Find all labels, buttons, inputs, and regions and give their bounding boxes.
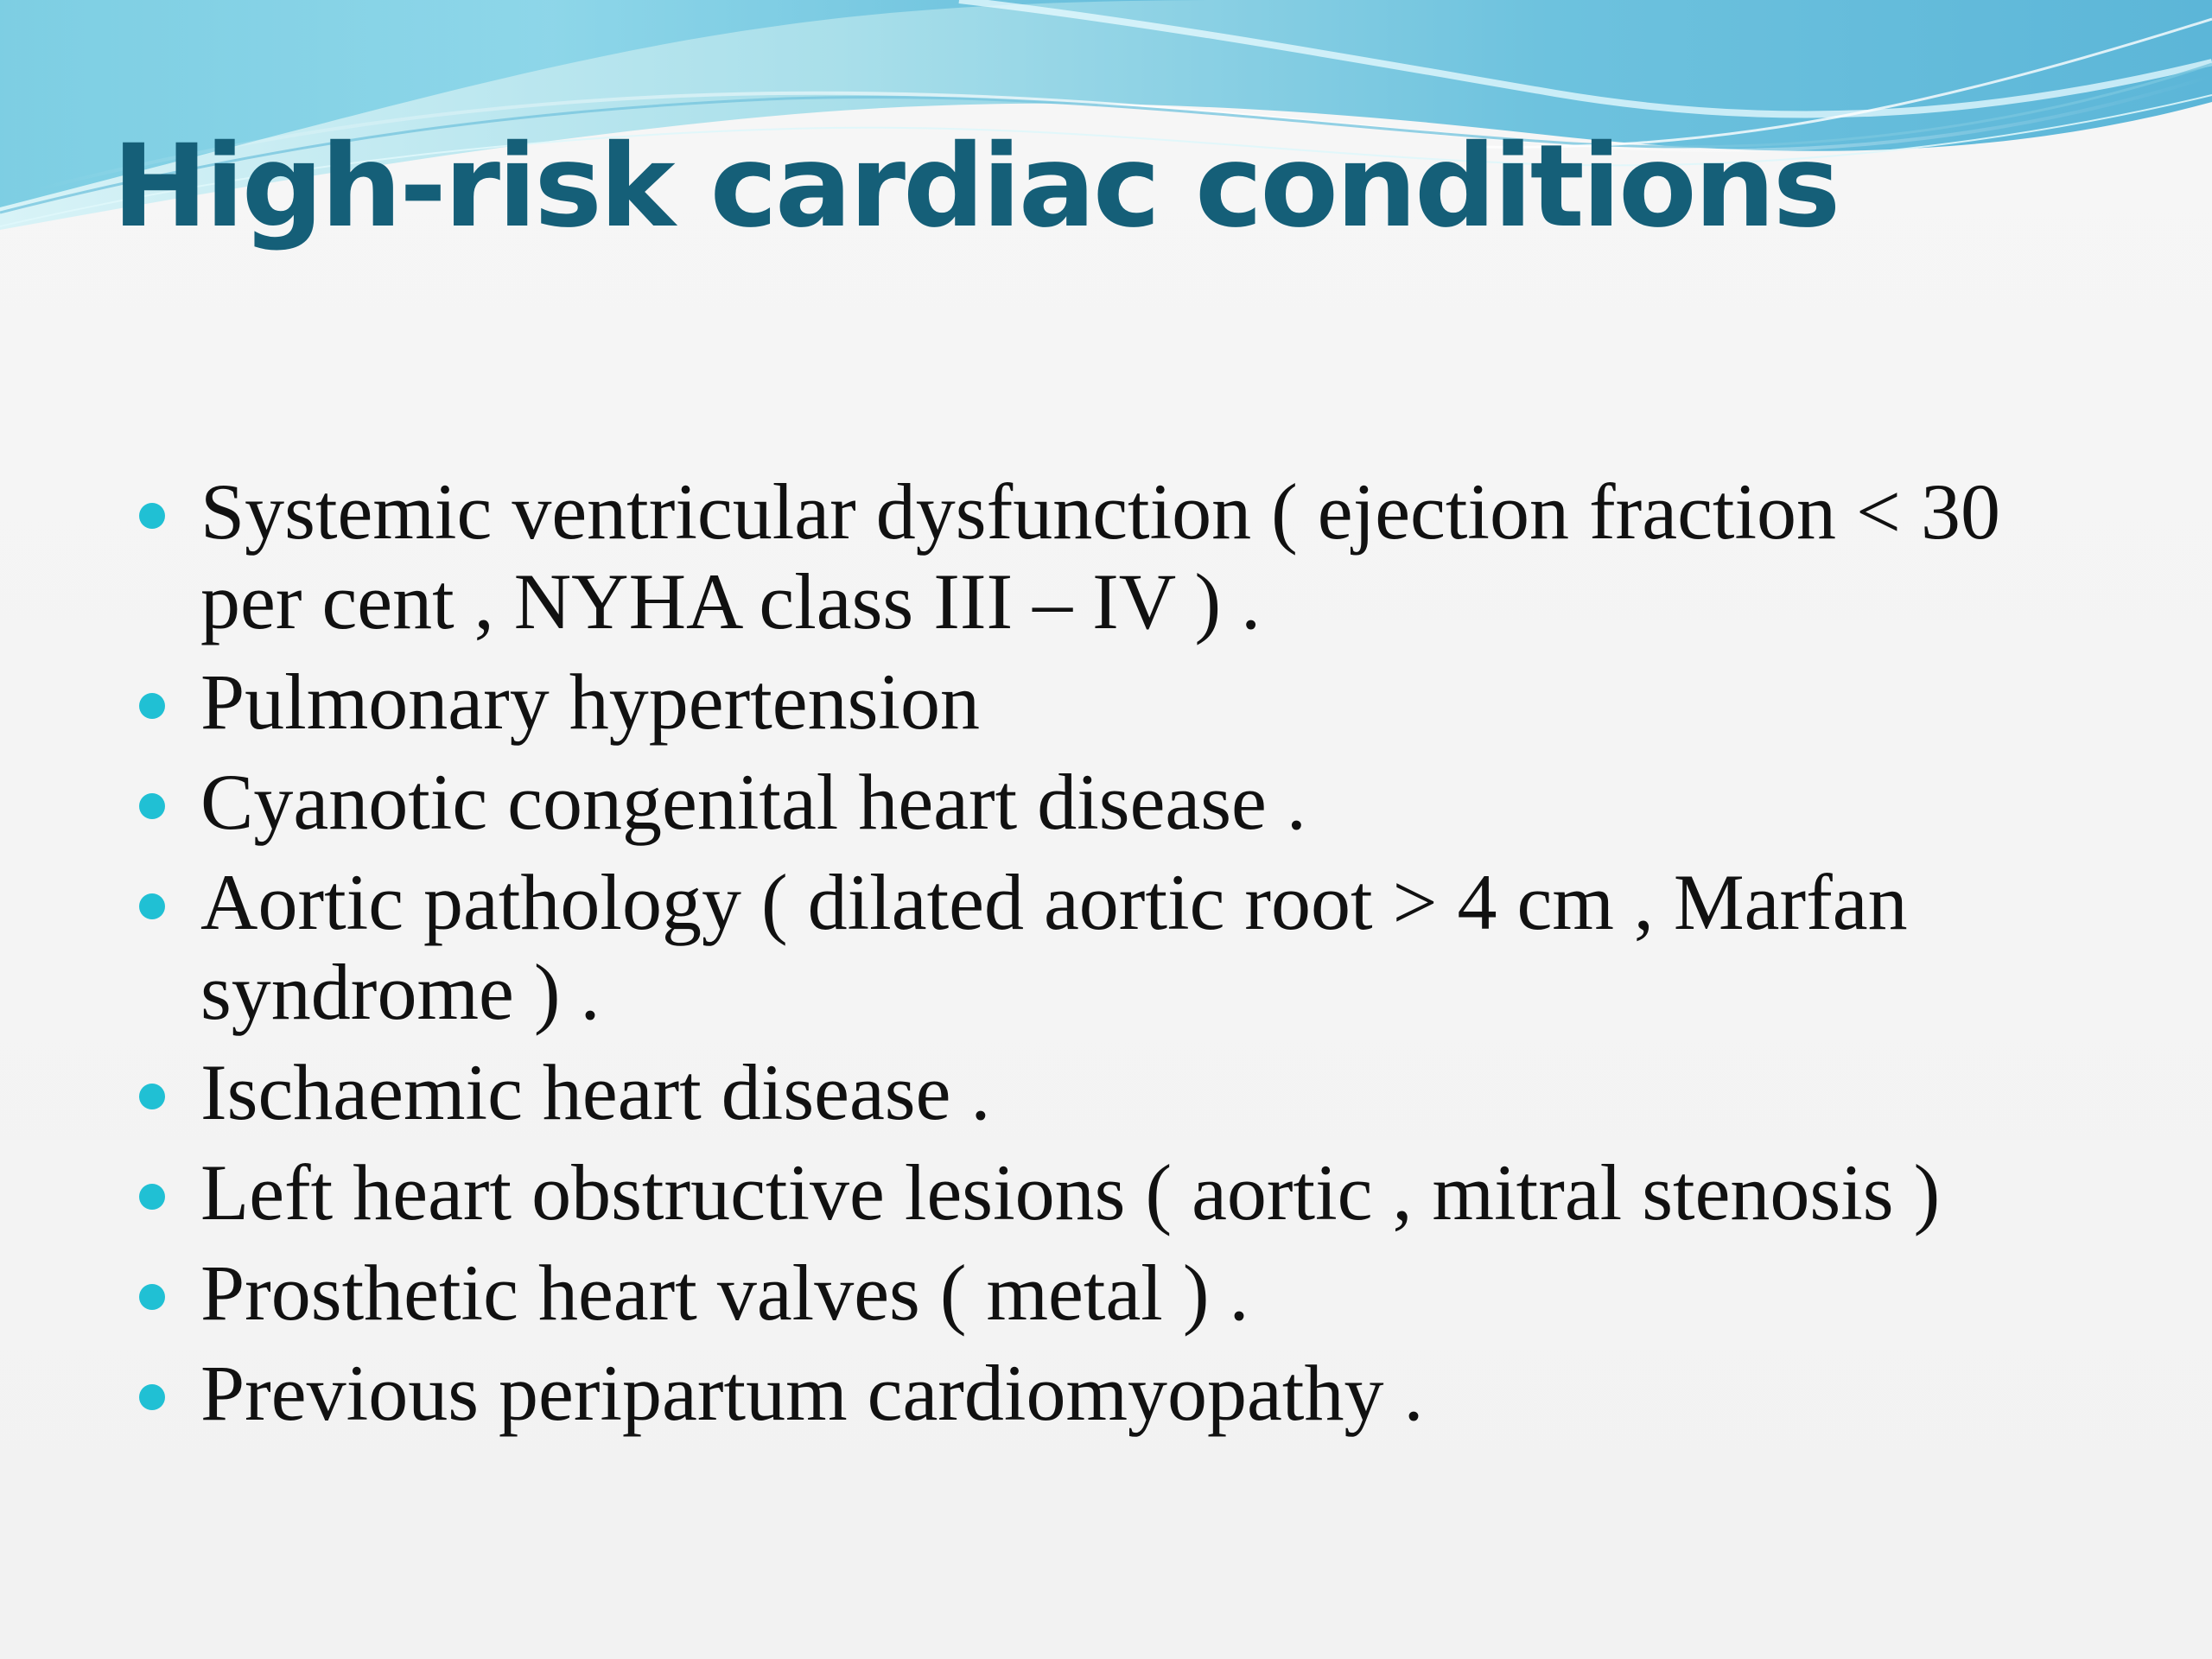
- bullet-dot-icon: [139, 1184, 165, 1210]
- bullet-dot-icon: [139, 503, 165, 529]
- bullet-text: Cyanotic congenital heart disease .: [200, 758, 1306, 846]
- bullet-text: Pulmonary hypertension: [200, 658, 980, 746]
- bullet-text: Prosthetic heart valves ( metal ) .: [200, 1249, 1249, 1337]
- bullet-item: [134, 1248, 2121, 1338]
- bullet-item: [134, 657, 2121, 747]
- bullet-text: Aortic pathology ( dilated aortic root > 4 cm , Marfan syndrome ) .: [200, 858, 1908, 1036]
- bullet-list: [134, 467, 2121, 1438]
- bullet-content: [134, 467, 2121, 1448]
- bullet-item: [134, 757, 2121, 847]
- bullet-item: [134, 857, 2121, 1037]
- bullet-text: Systemic ventricular dysfunction ( ejection fraction < 30 per cent , NYHA class III – IV ) .: [200, 467, 2000, 645]
- bullet-dot-icon: [139, 693, 165, 719]
- bullet-dot-icon: [139, 1284, 165, 1310]
- bullet-item: [134, 467, 2121, 646]
- bullet-dot-icon: [139, 1384, 165, 1410]
- bullet-item: [134, 1147, 2121, 1237]
- bullet-text: Left heart obstructive lesions ( aortic , mitral stenosis ): [200, 1148, 1941, 1236]
- bullet-dot-icon: [139, 1084, 165, 1109]
- bullet-dot-icon: [139, 793, 165, 819]
- bullet-text: Previous peripartum cardiomyopathy .: [200, 1349, 1424, 1437]
- bullet-text: Ischaemic heart disease .: [200, 1048, 991, 1136]
- bullet-item: [134, 1047, 2121, 1137]
- slide-title: High-risk cardiac conditions: [112, 120, 1839, 253]
- bullet-dot-icon: [139, 893, 165, 919]
- bullet-item: [134, 1348, 2121, 1438]
